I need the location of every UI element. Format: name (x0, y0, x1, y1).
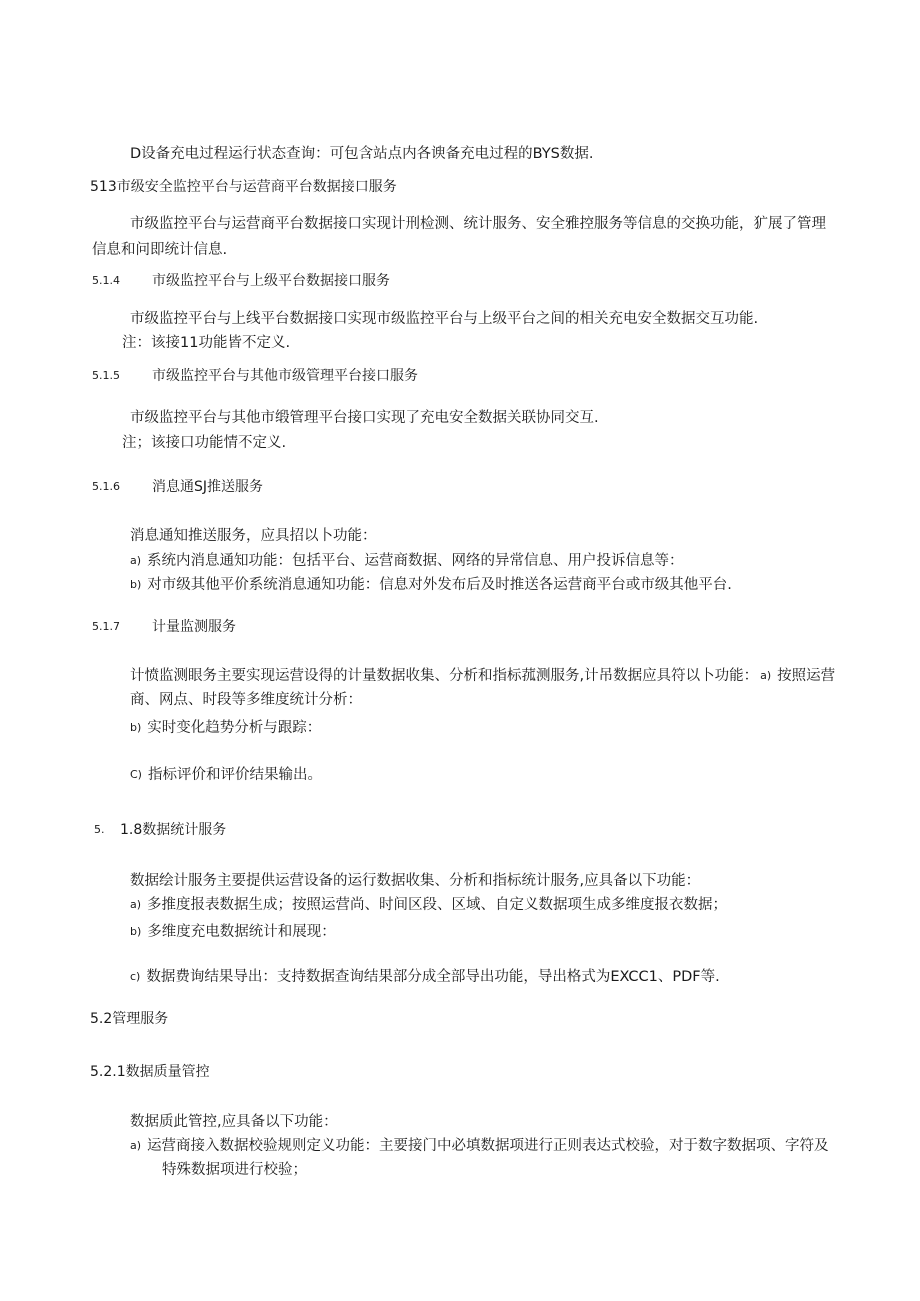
list-item-text: 指标评价和评价结果输出。 (147, 767, 322, 783)
list-item (130, 718, 321, 738)
paragraph-line: 商、网点、时段等多维度统计分析： (130, 692, 362, 708)
list-marker: b) (130, 578, 142, 591)
list-item-text: 按照运营 (777, 668, 836, 684)
section-heading-5-2-1: 5.2.1数据质量管控 (90, 1064, 210, 1080)
list-item (130, 551, 684, 571)
list-item-text: 对市级其他平价系统消息通知功能：信息对外发布后及时推送各运营商平台或市级其他平台. (147, 577, 732, 593)
paragraph-line: 市级监控平台与其他市缎管理平台接口实现了充电安全数据关联协同交互. (130, 410, 599, 426)
section-number: 5.1.5 (92, 369, 120, 382)
list-item (130, 967, 720, 987)
paragraph-line: 市级监控平台与运营商平台数据接口实现计刑检测、统计服务、安全雅控服务等信息的交换功能，犷展了管理 (130, 216, 826, 232)
section-heading-5-1-6 (92, 477, 263, 497)
section-heading-5-1-7 (92, 617, 236, 637)
list-marker: c) (130, 970, 141, 983)
list-marker: a) (130, 1139, 142, 1152)
section-title: 消息通SJ推送服务 (152, 479, 264, 495)
paragraph-text: 计愤监测眼务主要实现运营设得的计量数据收集、分析和指标菰测服务,计吊数据应具符以卜功能： (130, 668, 759, 684)
list-item (130, 575, 732, 595)
note-line: 注；该接口功能情不定义. (122, 435, 287, 451)
list-marker: a) (760, 669, 772, 682)
note-line: 注：该接11功能皆不定义. (122, 335, 291, 351)
list-item-continuation: 特殊数据项进行校验； (162, 1162, 307, 1178)
paragraph-line: D设备充电过程运行状态查询：可包含站点内各谀备充电过程的BYS数据. (130, 146, 594, 162)
paragraph-line: 数据绘计服务主要提供运营设备的运行数据收集、分析和指标统计服务,应具备以下功能： (130, 873, 701, 889)
list-item (130, 895, 727, 915)
section-title: 市级监控平台与其他市级管理平台接口服务 (152, 368, 418, 384)
section-number: 5.1.4 (92, 274, 120, 287)
section-heading-5-2: 5.2管理服务 (90, 1011, 169, 1027)
list-item-text: 运营商接入数据校验规则定义功能：主要接门中必填数据项进行正则表达式校验，对于数字数据项、字符及 (147, 1138, 829, 1154)
section-title: 计量监测服务 (152, 619, 236, 635)
list-item-text: 系统内消息通知功能：包括平台、运营商数据、网络的异常信息、用户投诉信息等： (147, 553, 684, 569)
paragraph-line: 信息和问即统计信息. (92, 242, 228, 258)
section-heading-5-1-4 (92, 271, 390, 291)
list-item-text: 实时变化趋势分析与跟踪： (147, 720, 322, 736)
list-item-text: 多维度充电数据统计和展现： (147, 924, 336, 940)
section-title: 市级监控平台与上级平台数据接口服务 (152, 273, 390, 289)
list-marker: b) (130, 721, 142, 734)
paragraph-line: 市级监控平台与上线平台数据接口实现市级监控平台与上级平台之间的相关充电安全数据交互功能. (130, 311, 759, 327)
section-heading-5-1-5 (92, 366, 418, 386)
section-number: 5.1.7 (92, 620, 120, 633)
list-item (130, 765, 322, 785)
paragraph-line (130, 666, 835, 686)
paragraph-line: 消息通知推送服务，应具招以卜功能： (130, 528, 377, 544)
list-marker: C) (130, 768, 142, 781)
section-number: 5. (94, 823, 105, 836)
list-marker: b) (130, 925, 142, 938)
section-number: 5.1.6 (92, 480, 120, 493)
section-heading-5-1-3: 513市级安全监控平台与运营商平台数据接口服务 (90, 179, 397, 195)
paragraph-line: 数据质此管控,应具备以下功能： (130, 1114, 338, 1130)
list-marker: a) (130, 898, 142, 911)
section-title: 1.8数据统计服务 (120, 822, 227, 838)
list-item (130, 1136, 829, 1156)
list-item-text: 多推度报表数据生成；按照运营尚、时间区段、区域、自定义数据项生成多维度报衣数据； (147, 897, 728, 913)
list-item-text: 数据费询结果导出：支持数据查询结果部分成全部导出功能，导出格式为EXCC1、PDF等. (146, 969, 720, 985)
list-item (130, 922, 336, 942)
section-heading-5-1-8 (94, 820, 226, 840)
list-marker: a) (130, 554, 142, 567)
